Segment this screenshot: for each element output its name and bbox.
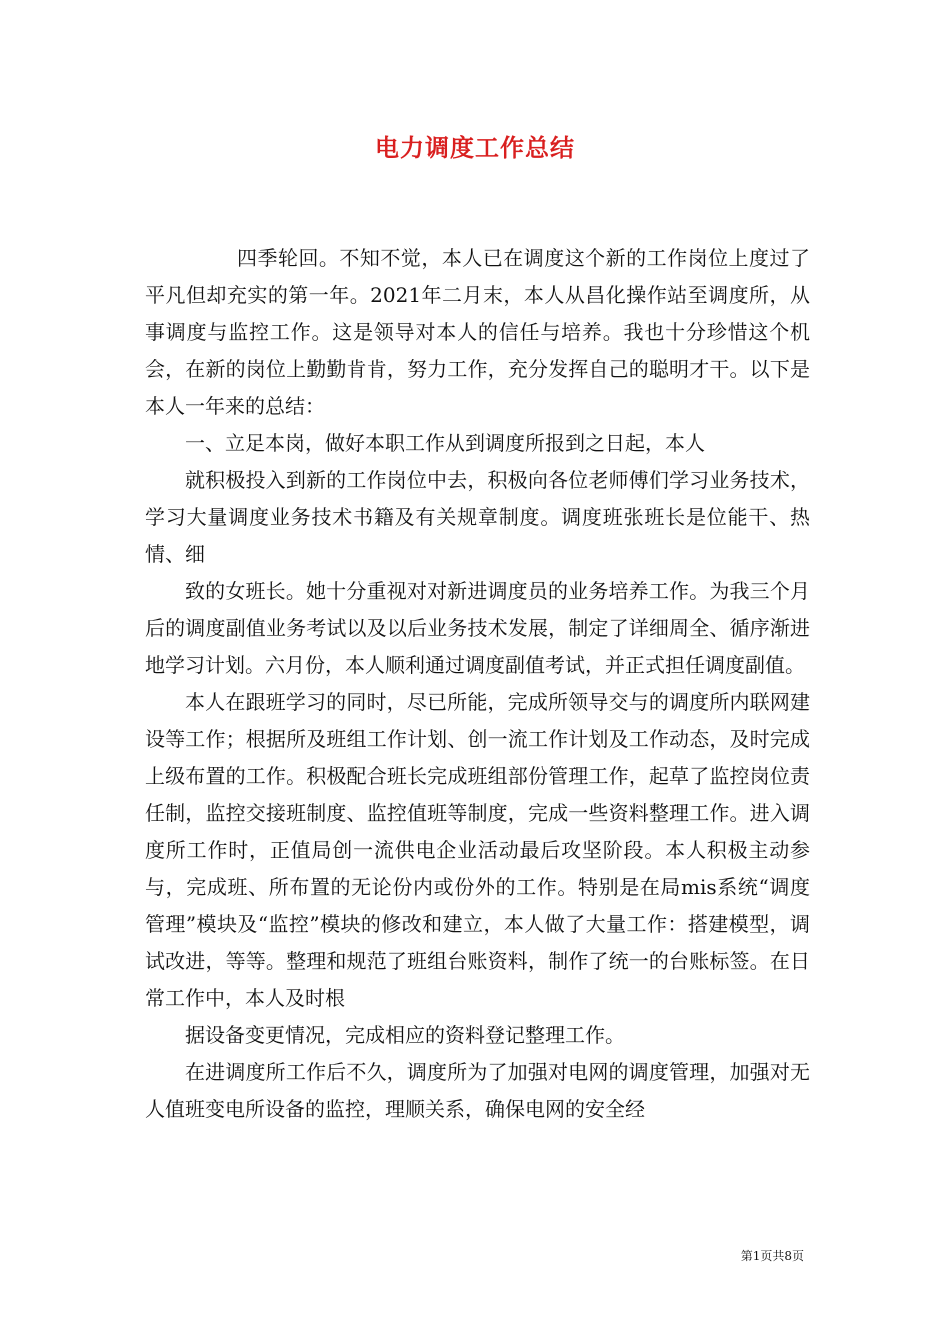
paragraph-team-leader: 致的女班长。她十分重视对对新进调度员的业务培养工作。为我三个月后的调度副值业务考试以及以后业务技术发展，制定了详细周全、循序渐进地学习计划。六月份，本人顺利通过调度副值考试，并正式担任调度副值。 [145,579,810,677]
paragraph-monitoring: 在进调度所工作后不久，调度所为了加强对电网的调度管理，加强对无人值班变电所设备的监控，理顺关系，确保电网的安全经 [145,1060,810,1121]
paragraph-study: 就积极投入到新的工作岗位中去，积极向各位老师傅们学习业务技术，学习大量调度业务技术书籍及有关规章制度。调度班张班长是位能干、热情、细 [145,468,810,566]
paragraph-intro: 四季轮回。不知不觉，本人已在调度这个新的工作岗位上度过了平凡但却充实的第一年。2021年二月末，本人从昌化操作站至调度所，从事调度与监控工作。这是领导对本人的信任与培养。我也十分珍惜这个机会，在新的岗位上勤勤肯肯，努力工作，充分发挥自己的聪明才干。以下是本人一年来的总结： [145,246,810,418]
page-number: 第1页共8页 [740,1249,804,1263]
paragraph-section-heading: 一、立足本岗，做好本职工作从到调度所报到之日起，本人 [185,431,705,455]
document-title: 电力调度工作总结 [375,134,575,162]
paragraph-records: 据设备变更情况，完成相应的资料登记整理工作。 [185,1023,625,1047]
paragraph-work-details: 本人在跟班学习的同时，尽已所能，完成所领导交与的调度所内联网建设等工作；根据所及班组工作计划、创一流工作计划及工作动态，及时完成上级布置的工作。积极配合班长完成班组部份管理工作，起草了监控岗位责任制，监控交接班制度、监控值班等制度，完成一些资料整理工作。进入调度所工作时，正值局创一流供电企业活动最后攻坚阶段。本人积极主动参与，完成班、所布置的无论份内或份外的工作。特别是在局mis系统“调度管理”模块及“监控”模块的修改和建立，本人做了大量工作：搭建模型，调试改进，等等。整理和规范了班组台账资料，制作了统一的台账标签。在日常工作中，本人及时根 [145,690,810,1010]
document-body [145,240,810,1128]
